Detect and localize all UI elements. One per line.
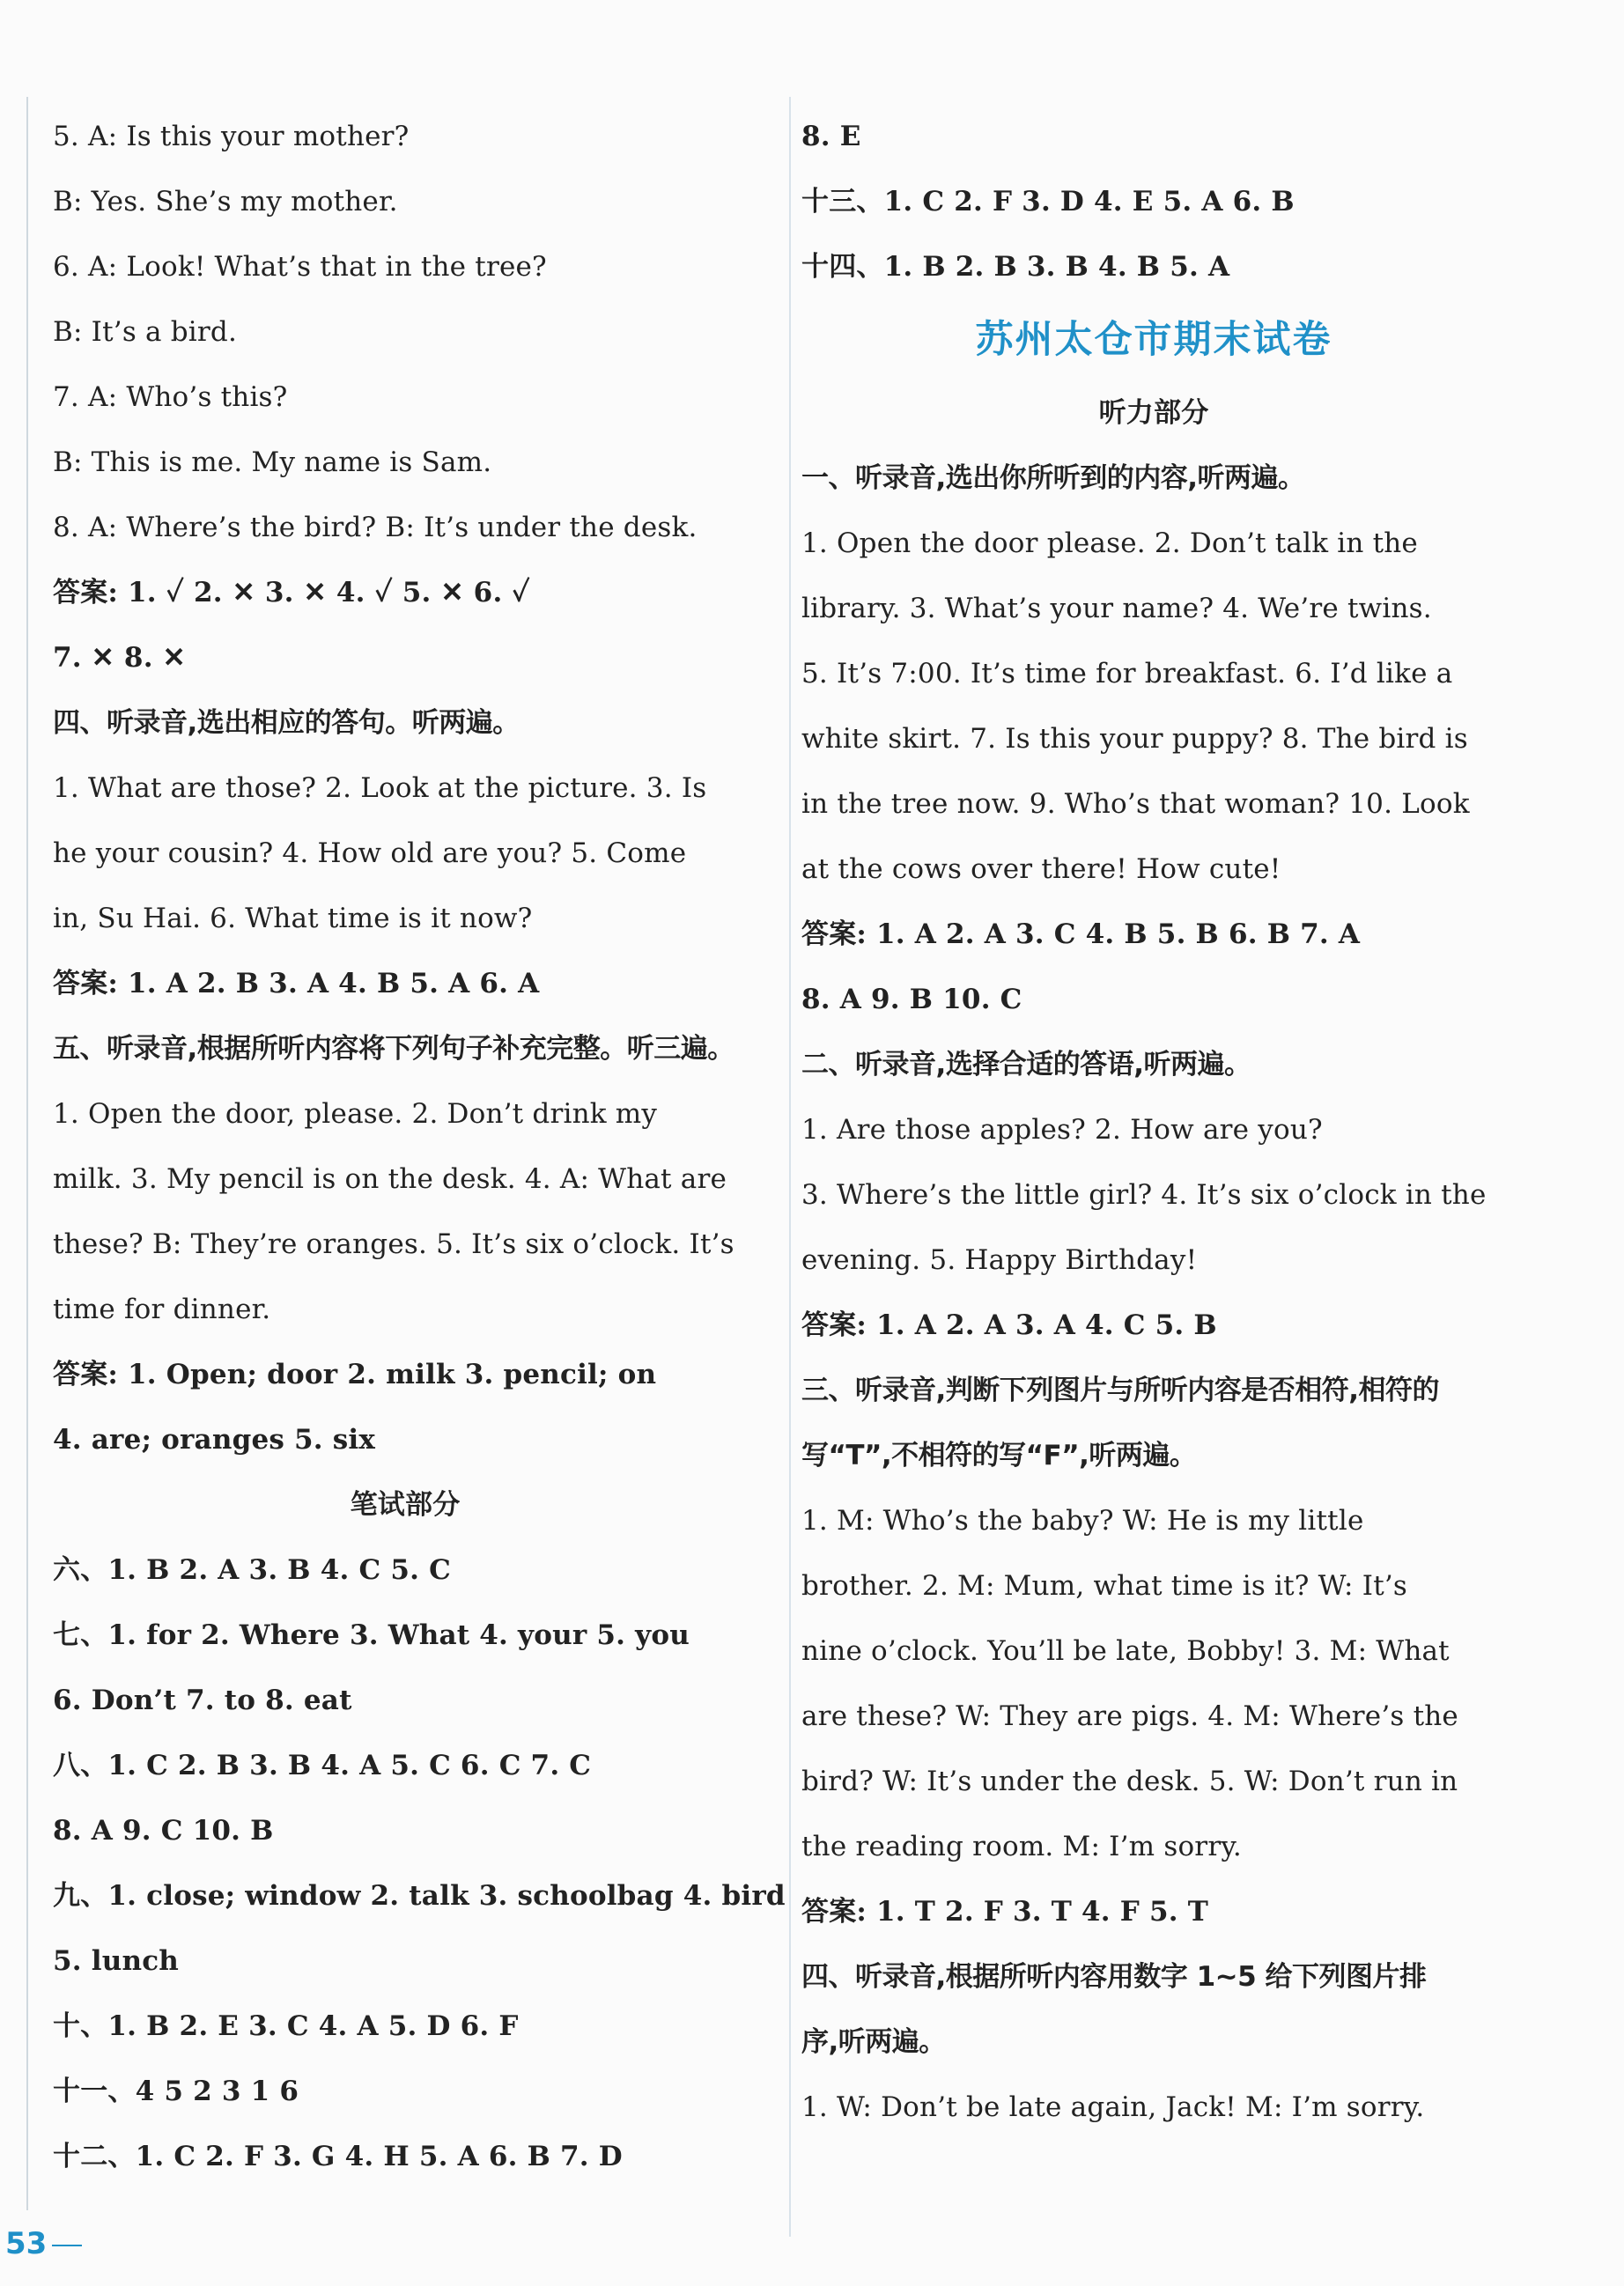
- answer-line: 八、1. C 2. B 3. B 4. A 5. C 6. C 7. C: [53, 1750, 592, 1781]
- page-number-dash: [52, 2245, 82, 2246]
- script-line: evening. 5. Happy Birthday!: [801, 1244, 1198, 1276]
- part-heading: 笔试部分: [350, 1489, 461, 1521]
- exam-title: 苏州太仓市期末试卷: [975, 318, 1332, 362]
- answer-line: 答案: 1. ✓ 2. ✕ 3. ✕ 4. ✓ 5. ✕ 6. ✓: [53, 577, 530, 608]
- section-heading: 一、听录音,选出你所听到的内容,听两遍。: [801, 462, 1305, 494]
- section-heading: 二、听录音,选择合适的答语,听两遍。: [801, 1049, 1251, 1080]
- script-line: these? B: They’re oranges. 5. It’s six o’clock. It’s: [53, 1228, 734, 1260]
- dialogue-line: 5. A: Is this your mother?: [53, 121, 410, 152]
- section-heading: 序,听两遍。: [801, 2026, 946, 2058]
- answer-line: 十、1. B 2. E 3. C 4. A 5. D 6. F: [53, 2010, 519, 2042]
- right-column: [801, 104, 1506, 2140]
- dialogue-line: 7. A: Who’s this?: [53, 381, 288, 413]
- section-heading: 四、听录音,选出相应的答句。听两遍。: [53, 707, 520, 739]
- page-number: [0, 2219, 97, 2268]
- script-line: 3. Where’s the little girl? 4. It’s six o’clock in the: [801, 1179, 1487, 1211]
- answer-line: 4. are; oranges 5. six: [53, 1424, 376, 1456]
- answer-line: 十二、1. C 2. F 3. G 4. H 5. A 6. B 7. D: [53, 2141, 623, 2172]
- page-number-text: 53: [5, 2226, 48, 2261]
- dialogue-line: B: It’s a bird.: [53, 316, 238, 348]
- answer-line: 答案: 1. T 2. F 3. T 4. F 5. T: [801, 1896, 1209, 1928]
- script-line: in the tree now. 9. Who’s that woman? 10. Look: [801, 788, 1470, 820]
- answer-line: 6. Don’t 7. to 8. eat: [53, 1685, 352, 1716]
- script-line: are these? W: They are pigs. 4. M: Where’s the: [801, 1700, 1458, 1732]
- script-line: brother. 2. M: Mum, what time is it? W: It’s: [801, 1570, 1408, 1602]
- script-line: 1. Are those apples? 2. How are you?: [801, 1114, 1323, 1146]
- answer-line: 8. E: [801, 121, 861, 152]
- answer-line: 七、1. for 2. Where 3. What 4. your 5. you: [53, 1619, 690, 1651]
- answer-line: 十四、1. B 2. B 3. B 4. B 5. A: [801, 251, 1230, 283]
- script-line: 1. Open the door, please. 2. Don’t drink my: [53, 1098, 658, 1130]
- answer-line: 8. A 9. B 10. C: [801, 984, 1022, 1015]
- dialogue-line: B: This is me. My name is Sam.: [53, 446, 492, 478]
- answer-line: 十三、1. C 2. F 3. D 4. E 5. A 6. B: [801, 186, 1295, 218]
- script-line: milk. 3. My pencil is on the desk. 4. A: What are: [53, 1163, 727, 1195]
- answer-line: 答案: 1. Open; door 2. milk 3. pencil; on: [53, 1359, 657, 1390]
- script-line: white skirt. 7. Is this your puppy? 8. The bird is: [801, 723, 1468, 755]
- script-line: library. 3. What’s your name? 4. We’re twins.: [801, 593, 1432, 624]
- section-heading: 五、听录音,根据所听内容将下列句子补充完整。听三遍。: [53, 1033, 734, 1065]
- left-column: [53, 104, 786, 2189]
- script-line: 1. W: Don’t be late again, Jack! M: I’m sorry.: [801, 2091, 1425, 2123]
- script-line: 1. M: Who’s the baby? W: He is my little: [801, 1505, 1364, 1537]
- left-margin-rule: [26, 97, 28, 2210]
- section-heading: 四、听录音,根据所听内容用数字 1~5 给下列图片排: [801, 1961, 1427, 1993]
- dialogue-line: 8. A: Where’s the bird? B: It’s under the desk.: [53, 512, 698, 543]
- section-heading: 写“T”,不相符的写“F”,听两遍。: [801, 1440, 1197, 1471]
- dialogue-line: B: Yes. She’s my mother.: [53, 186, 398, 218]
- answer-line: 九、1. close; window 2. talk 3. schoolbag 4. bird: [53, 1880, 786, 1912]
- column-divider: [789, 97, 791, 2237]
- answer-line: 答案: 1. A 2. A 3. A 4. C 5. B: [801, 1309, 1217, 1341]
- answer-line: 5. lunch: [53, 1945, 180, 1977]
- script-line: at the cows over there! How cute!: [801, 853, 1281, 885]
- script-line: the reading room. M: I’m sorry.: [801, 1831, 1242, 1862]
- answer-line: 8. A 9. C 10. B: [53, 1815, 274, 1847]
- script-line: nine o’clock. You’ll be late, Bobby! 3. M: What: [801, 1635, 1450, 1667]
- answer-line: 答案: 1. A 2. B 3. A 4. B 5. A 6. A: [53, 968, 540, 999]
- answer-line: 十一、4 5 2 3 1 6: [53, 2076, 299, 2107]
- script-line: he your cousin? 4. How old are you? 5. Come: [53, 837, 687, 869]
- script-line: 1. Open the door please. 2. Don’t talk in the: [801, 527, 1418, 559]
- dialogue-line: 6. A: Look! What’s that in the tree?: [53, 251, 547, 283]
- answer-line: 六、1. B 2. A 3. B 4. C 5. C: [53, 1554, 451, 1586]
- answer-line: 7. ✕ 8. ✕: [53, 642, 186, 674]
- script-line: in, Su Hai. 6. What time is it now?: [53, 903, 533, 934]
- script-line: bird? W: It’s under the desk. 5. W: Don’t run in: [801, 1766, 1458, 1797]
- answer-line: 答案: 1. A 2. A 3. C 4. B 5. B 6. B 7. A: [801, 918, 1361, 950]
- script-line: time for dinner.: [53, 1294, 271, 1325]
- script-line: 1. What are those? 2. Look at the picture. 3. Is: [53, 772, 707, 804]
- section-heading: 三、听录音,判断下列图片与所听内容是否相符,相符的: [801, 1375, 1440, 1406]
- script-line: 5. It’s 7:00. It’s time for breakfast. 6. I’d like a: [801, 658, 1453, 689]
- part-heading: 听力部分: [1098, 397, 1209, 429]
